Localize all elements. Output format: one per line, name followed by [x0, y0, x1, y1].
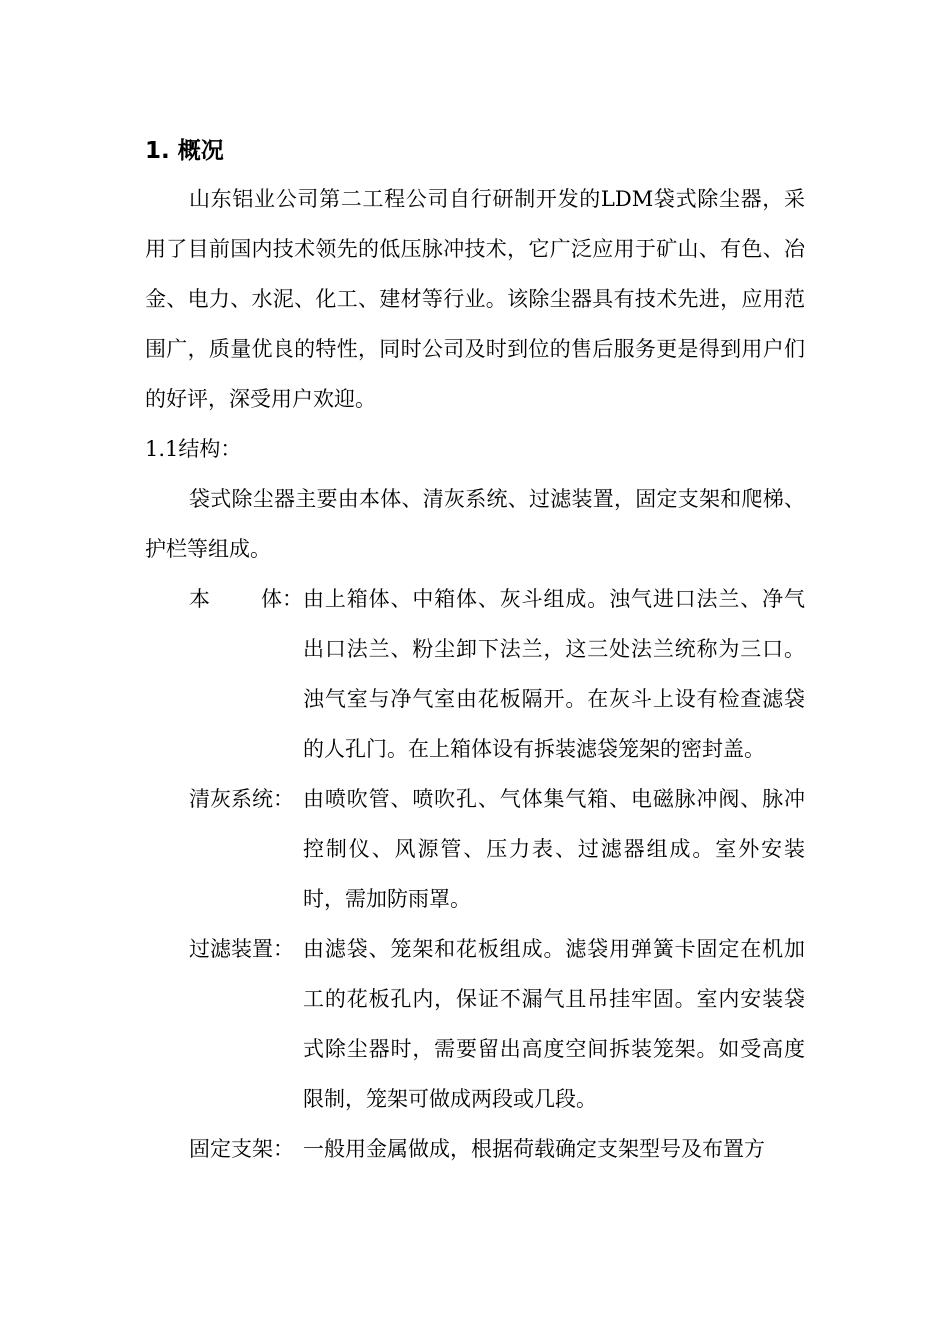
- structure-item-filter-device: [145, 924, 805, 1124]
- structure-item-term-part: 本: [189, 587, 210, 611]
- structure-item-term: 固定支架：: [189, 1137, 294, 1161]
- structure-item-term-part: 体：: [261, 587, 303, 611]
- structure-item-description: 由滤袋、笼架和花板组成。滤袋用弹簧卡固定在机加工的花板孔内，保证不漏气且吊挂牢固。室内安装袋式除尘器时，需要留出高度空间拆装笼架。如受高度限制，笼架可做成两段或几段。: [303, 937, 805, 1111]
- structure-item-description: 一般用金属做成，根据荷载确定支架型号及布置方: [303, 1137, 765, 1161]
- structure-item-cleaning-system: [145, 774, 805, 924]
- structure-item-term: [189, 574, 303, 774]
- structure-summary: 袋式除尘器主要由本体、清灰系统、过滤装置，固定支架和爬梯、护栏等组成。: [145, 487, 805, 561]
- structure-item-term: 过滤装置：: [189, 937, 294, 961]
- intro-paragraph: 山东铝业公司第二工程公司自行研制开发的LDM袋式除尘器，采用了目前国内技术领先的低压脉冲技术，它广泛应用于矿山、有色、冶金、电力、水泥、化工、建材等行业。该除尘器具有技术先进，应用范围广，质量优良的特性，同时公司及时到位的售后服务更是得到用户们的好评，深受用户欢迎。: [145, 187, 805, 411]
- structure-item-description: 由喷吹管、喷吹孔、气体集气箱、电磁脉冲阀、脉冲控制仪、风源管、压力表、过滤器组成。室外安装时，需加防雨罩。: [303, 787, 805, 911]
- section-heading: 1. 概况: [145, 138, 224, 164]
- document-body: [145, 128, 805, 1174]
- structure-item-body: [145, 574, 805, 774]
- structure-item-term: 清灰系统：: [189, 787, 294, 811]
- structure-item-fixed-support: [145, 1124, 805, 1174]
- structure-subheading: 1.1结构：: [145, 437, 242, 461]
- structure-item-description: 由上箱体、中箱体、灰斗组成。浊气进口法兰、净气出口法兰、粉尘卸下法兰，这三处法兰统称为三口。浊气室与净气室由花板隔开。在灰斗上设有检查滤袋的人孔门。在上箱体设有拆装滤袋笼架的密封盖。: [303, 587, 805, 761]
